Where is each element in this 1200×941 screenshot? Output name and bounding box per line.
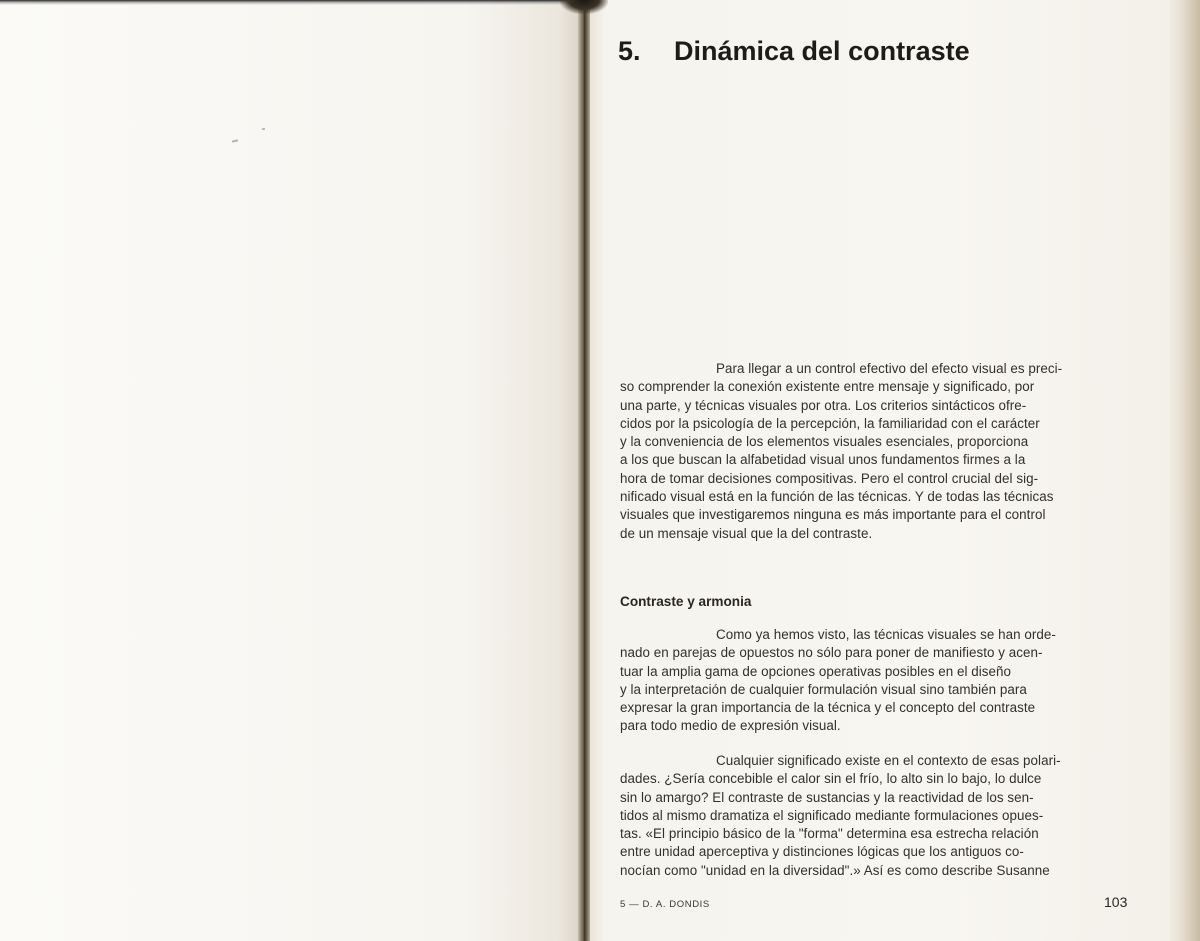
text-line: una parte, y técnicas visuales por otra. Los criterios sintácticos ofre- — [620, 397, 1027, 413]
text-line: tuar la amplia gama de opciones operativas posibles en el diseño — [620, 663, 1012, 679]
footer-signature: 5 — D. A. DONDIS — [620, 899, 710, 910]
gutter-shadow — [560, 0, 608, 14]
section-heading: Contraste y armonia — [620, 594, 752, 609]
text-line: a los que buscan la alfabetidad visual unos fundamentos firmes a la — [620, 452, 1026, 468]
text-line: tas. «El principio básico de la "forma" determina esa estrecha relación — [620, 826, 1039, 842]
chapter-title-text: Dinámica del contraste — [674, 36, 970, 66]
text-line: y la interpretación de cualquier formulación visual sino también para — [620, 681, 1027, 697]
text-line: hora de tomar decisiones compositivas. Pero el control crucial del sig- — [620, 470, 1039, 486]
chapter-title — [618, 36, 970, 67]
text-line: tidos al mismo dramatiza el significado mediante formulaciones opues- — [620, 807, 1044, 823]
text-line: para todo medio de expresión visual. — [620, 718, 841, 734]
text-line: nocían como "unidad en la diversidad".» Así es como describe Susanne — [620, 862, 1050, 878]
text-line: Para llegar a un control efectivo del efecto visual es preci- — [716, 361, 1063, 376]
text-line: Cualquier significado existe en el contexto de esas polari- — [716, 753, 1061, 768]
text-line: so comprender la conexión existente entre mensaje y significado, por — [620, 379, 1035, 395]
page-number: 103 — [1104, 894, 1128, 910]
section-paragraph-1 — [620, 626, 1140, 736]
left-page-blank — [0, 0, 582, 941]
text-line: dades. ¿Sería concebible el calor sin el frío, lo alto sin lo bajo, lo dulce — [620, 771, 1042, 787]
text-line: sin lo amargo? El contraste de sustancias y la reactividad de los sen- — [620, 789, 1034, 805]
text-line: nado en parejas de opuestos no sólo para poner de manifiesto y acen- — [620, 645, 1043, 661]
page-edge — [1170, 0, 1200, 941]
paper-speck — [232, 139, 238, 142]
page-top-shadow — [0, 0, 582, 5]
text-line: visuales que investigaremos ninguna es más importante para el control — [620, 507, 1046, 523]
text-line: de un mensaje visual que la del contraste. — [620, 525, 873, 541]
section-paragraph-2 — [620, 752, 1140, 880]
chapter-number: 5. — [618, 36, 641, 66]
text-line: entre unidad aperceptiva y distinciones lógicas que los antiguos co- — [620, 844, 1024, 860]
text-line: y la conveniencia de los elementos visuales esenciales, proporciona — [620, 434, 1029, 450]
paper-speck — [262, 128, 265, 131]
text-line: expresar la gran importancia de la técnica y el concepto del contraste — [620, 700, 1036, 716]
intro-paragraph — [620, 360, 1140, 543]
book-gutter — [578, 0, 590, 941]
text-line: Como ya hemos visto, las técnicas visuales se han orde- — [716, 627, 1056, 642]
text-line: cidos por la psicología de la percepción, la familiaridad con el carácter — [620, 415, 1040, 431]
text-line: nificado visual está en la función de las técnicas. Y de todas las técnicas — [620, 489, 1054, 505]
